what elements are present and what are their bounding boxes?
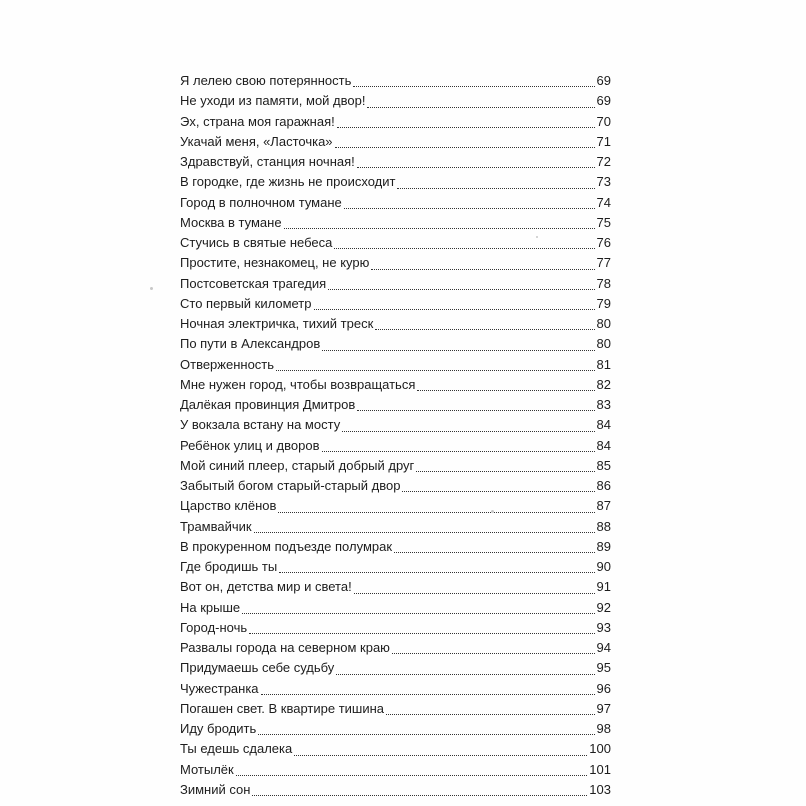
- toc-entry: [180, 517, 611, 537]
- toc-entry-title: Мне нужен город, чтобы возвращаться: [180, 376, 416, 392]
- toc-entry-title: В городке, где жизнь не происходит: [180, 174, 396, 190]
- toc-entry-title: По пути в Александров: [180, 336, 321, 352]
- toc-entry-title: Сто первый километр: [180, 295, 312, 311]
- toc-entry-title: Я лелею свою потерянность: [180, 73, 352, 88]
- toc-entry-title: Мотылёк: [180, 761, 234, 777]
- toc-entry-title: Трамвайчик: [180, 518, 252, 534]
- toc-entry-page-number: 103: [589, 781, 611, 797]
- toc-dot-leader: [322, 350, 594, 351]
- toc-entry-page-number: 100: [589, 741, 611, 757]
- toc-entry: [180, 760, 611, 780]
- toc-entry-page-number: 74: [596, 194, 611, 210]
- toc-entry-page-number: 92: [596, 599, 611, 615]
- toc-entry: [180, 780, 611, 800]
- toc-dot-leader: [335, 147, 595, 148]
- toc-entry: [180, 415, 611, 435]
- toc-entry-page-number: 72: [596, 154, 611, 169]
- toc-dot-leader: [328, 289, 594, 290]
- toc-entry-page-number: 84: [596, 437, 611, 453]
- toc-entry: [180, 294, 611, 314]
- toc-entry: [180, 496, 611, 516]
- toc-entry: [180, 233, 611, 253]
- toc-entry-page-number: 93: [596, 619, 611, 635]
- toc-entry-page-number: 78: [596, 275, 611, 291]
- toc-dot-leader: [337, 127, 595, 128]
- toc-entry-page-number: 88: [596, 518, 611, 534]
- toc-entry-title: Мой синий плеер, старый добрый друг: [180, 457, 415, 473]
- toc-entry-page-number: 71: [596, 133, 611, 149]
- toc-dot-leader: [386, 714, 595, 715]
- toc-entry-page-number: 95: [596, 660, 611, 676]
- toc-entry-title: Ты едешь сдалека: [180, 741, 293, 757]
- toc-entry-title: У вокзала встану на мосту: [180, 417, 341, 433]
- toc-entry-page-number: 80: [596, 336, 611, 352]
- toc-entry-title: Где бродишь ты: [180, 559, 278, 574]
- toc-dot-leader: [284, 228, 595, 229]
- toc-dot-leader: [236, 775, 588, 776]
- toc-entry-title: Москва в тумане: [180, 214, 282, 230]
- toc-entry-title: Забытый богом старый-старый двор: [180, 478, 401, 493]
- toc-dot-leader: [357, 410, 594, 411]
- toc-entry-title: Город-ночь: [180, 619, 248, 635]
- table-of-contents: [180, 71, 611, 800]
- toc-entry-title: Чужестранка: [180, 680, 259, 696]
- toc-entry-page-number: 85: [596, 457, 611, 473]
- toc-entry: [180, 719, 611, 739]
- toc-entry: [180, 739, 611, 759]
- toc-entry-page-number: 97: [596, 700, 611, 716]
- toc-entry: [180, 618, 611, 638]
- toc-entry: [180, 172, 611, 192]
- toc-entry: [180, 537, 611, 557]
- toc-entry: [180, 638, 611, 658]
- toc-entry-page-number: 98: [596, 721, 611, 736]
- toc-entry: [180, 598, 611, 618]
- toc-entry-title: Зимний сон: [180, 781, 251, 797]
- toc-entry: [180, 355, 611, 375]
- toc-entry-page-number: 89: [596, 538, 611, 554]
- toc-entry-title: Постсоветская трагедия: [180, 275, 327, 291]
- toc-entry-title: В прокуренном подъезде полумрак: [180, 538, 393, 554]
- toc-entry: [180, 334, 611, 354]
- toc-entry: [180, 658, 611, 678]
- toc-entry: [180, 253, 611, 273]
- toc-entry: [180, 152, 611, 172]
- toc-entry-page-number: 87: [596, 498, 611, 514]
- toc-dot-leader: [402, 491, 594, 492]
- toc-entry: [180, 375, 611, 395]
- toc-entry-title: Вот он, детства мир и света!: [180, 579, 352, 595]
- toc-dot-leader: [353, 86, 594, 87]
- toc-entry-title: Здравствуй, станция ночная!: [180, 154, 355, 169]
- toc-entry: [180, 436, 611, 456]
- toc-entry-page-number: 86: [596, 478, 611, 493]
- toc-dot-leader: [417, 390, 594, 391]
- toc-dot-leader: [371, 269, 594, 270]
- toc-dot-leader: [334, 248, 594, 249]
- toc-entry-title: Город в полночном тумане: [180, 194, 342, 210]
- toc-dot-leader: [254, 532, 595, 533]
- toc-dot-leader: [357, 167, 595, 168]
- toc-entry-title: Далёкая провинция Дмитров: [180, 397, 356, 412]
- toc-entry-page-number: 94: [596, 640, 611, 655]
- paper-speck: [491, 510, 494, 513]
- toc-entry: [180, 213, 611, 233]
- toc-dot-leader: [279, 572, 594, 573]
- toc-entry-page-number: 84: [596, 417, 611, 433]
- toc-entry-page-number: 96: [596, 680, 611, 696]
- toc-entry-page-number: 83: [596, 397, 611, 412]
- toc-entry: [180, 91, 611, 111]
- toc-entry: [180, 314, 611, 334]
- toc-dot-leader: [252, 795, 587, 796]
- toc-entry-title: Погашен свет. В квартире тишина: [180, 700, 385, 716]
- toc-entry-page-number: 101: [589, 761, 611, 777]
- toc-entry-page-number: 90: [596, 559, 611, 574]
- toc-entry: [180, 679, 611, 699]
- paper-speck: [536, 236, 538, 238]
- toc-dot-leader: [336, 674, 594, 675]
- toc-dot-leader: [314, 309, 595, 310]
- toc-dot-leader: [261, 694, 595, 695]
- toc-entry-page-number: 69: [596, 73, 611, 88]
- toc-entry-page-number: 73: [596, 174, 611, 190]
- toc-entry-title: Ребёнок улиц и дворов: [180, 437, 320, 453]
- toc-entry-title: Иду бродить: [180, 721, 257, 736]
- toc-dot-leader: [249, 633, 594, 634]
- toc-entry-title: Отверженность: [180, 356, 275, 372]
- toc-entry: [180, 476, 611, 496]
- toc-entry-title: Царство клёнов: [180, 498, 277, 514]
- toc-entry: [180, 132, 611, 152]
- toc-dot-leader: [344, 208, 595, 209]
- toc-entry-title: Стучись в святые небеса: [180, 235, 333, 250]
- toc-entry-title: Придумаешь себе судьбу: [180, 660, 335, 676]
- toc-dot-leader: [294, 755, 587, 756]
- toc-entry-title: Ночная электричка, тихий треск: [180, 316, 374, 331]
- toc-dot-leader: [397, 188, 594, 189]
- toc-dot-leader: [375, 329, 594, 330]
- toc-entry-page-number: 79: [596, 295, 611, 311]
- toc-dot-leader: [392, 653, 595, 654]
- toc-entry-title: Простите, незнакомец, не курю: [180, 255, 370, 271]
- toc-dot-leader: [367, 107, 594, 108]
- toc-entry-page-number: 91: [596, 579, 611, 595]
- toc-entry: [180, 395, 611, 415]
- toc-entry-page-number: 77: [596, 255, 611, 271]
- toc-entry-page-number: 81: [596, 356, 611, 372]
- toc-dot-leader: [354, 593, 595, 594]
- toc-entry-title: Не уходи из памяти, мой двор!: [180, 93, 366, 109]
- toc-entry: [180, 577, 611, 597]
- toc-entry-page-number: 69: [596, 93, 611, 109]
- toc-entry: [180, 193, 611, 213]
- toc-dot-leader: [276, 370, 595, 371]
- toc-dot-leader: [416, 471, 594, 472]
- toc-entry-page-number: 70: [596, 113, 611, 129]
- toc-entry-page-number: 82: [596, 376, 611, 392]
- toc-entry-title: На крыше: [180, 599, 241, 615]
- toc-entry-page-number: 75: [596, 214, 611, 230]
- toc-entry-title: Укачай меня, «Ласточка»: [180, 133, 333, 149]
- paper-speck: [150, 287, 153, 290]
- toc-entry: [180, 699, 611, 719]
- toc-dot-leader: [278, 512, 594, 513]
- toc-dot-leader: [258, 734, 594, 735]
- toc-entry-title: Развалы города на северном краю: [180, 640, 390, 655]
- toc-entry: [180, 274, 611, 294]
- toc-dot-leader: [322, 451, 595, 452]
- toc-entry: [180, 456, 611, 476]
- toc-dot-leader: [342, 431, 594, 432]
- toc-entry: [180, 112, 611, 132]
- toc-entry-title: Эх, страна моя гаражная!: [180, 113, 335, 129]
- toc-dot-leader: [242, 613, 594, 614]
- toc-entry-page-number: 80: [596, 316, 611, 331]
- toc-entry-page-number: 76: [596, 235, 611, 250]
- toc-entry: [180, 71, 611, 91]
- toc-dot-leader: [394, 552, 595, 553]
- toc-entry: [180, 557, 611, 577]
